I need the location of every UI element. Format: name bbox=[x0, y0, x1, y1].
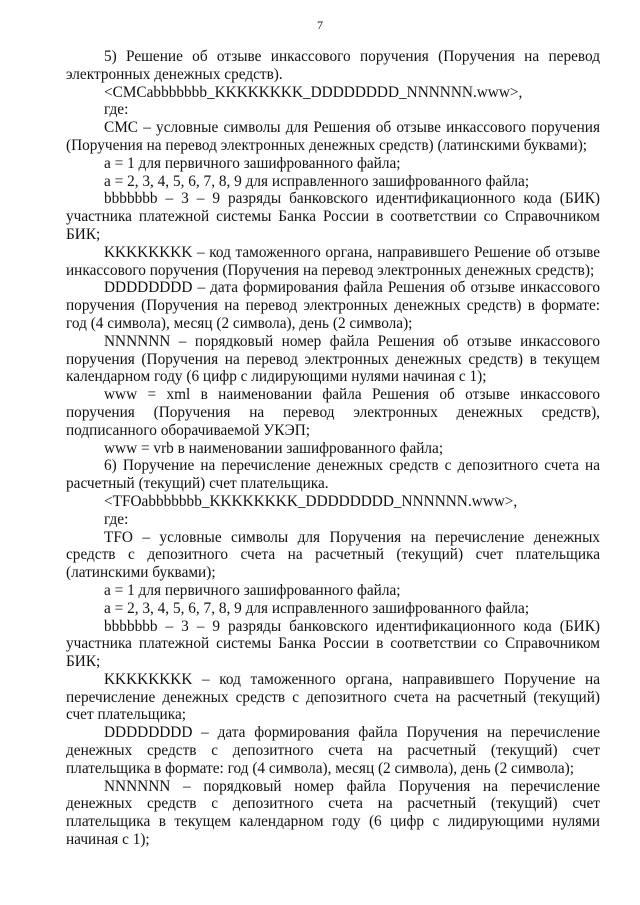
definition-customs-code: KKKKKKKK – код таможенного органа, направившего Поручение на перечисление денежных средств с депозитного счета на расчетный (текущий) счет плательщика; bbox=[66, 670, 600, 724]
definition-bik: bbbbbbb – 3 – 9 разряды банковского идентификационного кода (БИК) участника платежной системы Банка России в соответствии со Справочником БИК; bbox=[66, 190, 600, 243]
definition-sequence-number: NNNNNN – порядковый номер файла Решения об отзыве инкассового поручения (Поручения на перевод электронных денежных средств) в текущем календарном году (6 цифр с лидирующими нулями начиная с 1); bbox=[66, 332, 600, 386]
where-label: где: bbox=[104, 510, 129, 528]
page-number: 7 bbox=[317, 18, 323, 32]
definition-www-xml: www = xml в наименовании файла Решения об отзыве инкассового поручения (Поручения на перевод электронных денежных средств), подписанного оборачиваемой УКЭП; bbox=[66, 386, 600, 439]
section-5-heading: 5) Решение об отзыве инкассового поручения (Поручения на перевод электронных денежных средств). bbox=[66, 48, 600, 83]
file-name-pattern-tfo: <TFOabbbbbbb_KKKKKKKK_DDDDDDDD_NNNNNN.www>, bbox=[104, 492, 518, 510]
definition-www-vrb: www = vrb в наименовании зашифрованного файла; bbox=[104, 439, 444, 457]
definition-bik: bbbbbbb – 3 – 9 разряды банковского идентификационного кода (БИК) участника платежной системы Банка России в соответствии со Справочником БИК; bbox=[66, 617, 600, 671]
definition-sequence-number: NNNNNN – порядковый номер файла Поручения на перечисление денежных средств с депозитного счета на расчетный (текущий) счет плательщика в текущем календарном году (6 цифр с лидирующими нулями начиная с 1); bbox=[66, 777, 600, 849]
definition-a-corrected: a = 2, 3, 4, 5, 6, 7, 8, 9 для исправленного зашифрованного файла; bbox=[104, 172, 530, 190]
definition-date: DDDDDDDD – дата формирования файла Поручения на перечисление денежных средств с депозитного счета на расчетный (текущий) счет плательщика в формате: год (4 символа), месяц (2 символа), день (2 символа); bbox=[66, 724, 600, 777]
file-name-pattern-cmc: <CMCabbbbbbb_KKKKKKKK_DDDDDDDD_NNNNNN.www>, bbox=[104, 83, 523, 101]
where-label: где: bbox=[104, 101, 129, 119]
definition-tfo: TFO – условные символы для Поручения на перечисление денежных средств с депозитного счета на расчетный (текущий) счет плательщика (латинскими буквами); bbox=[66, 528, 600, 582]
definition-a-primary: a = 1 для первичного зашифрованного файла; bbox=[104, 154, 401, 172]
section-6-heading: 6) Поручение на перечисление денежных средств с депозитного счета на расчетный (текущий) счет плательщика. bbox=[66, 457, 600, 493]
definition-a-primary: a = 1 для первичного зашифрованного файла; bbox=[104, 581, 401, 599]
document-body bbox=[66, 48, 600, 849]
definition-a-corrected: a = 2, 3, 4, 5, 6, 7, 8, 9 для исправленного зашифрованного файла; bbox=[104, 599, 530, 617]
definition-date: DDDDDDDD – дата формирования файла Решения об отзыве инкассового поручения (Поручения на перевод электронных денежных средств) в формате: год (4 символа), месяц (2 символа), день (2 символа); bbox=[66, 279, 600, 332]
definition-cmc: CMC – условные символы для Решения об отзыве инкассового поручения (Поручения на перевод электронных денежных средств) (латинскими буквами); bbox=[66, 119, 600, 154]
definition-customs-code: KKKKKKKK – код таможенного органа, направившего Решение об отзыве инкассового поручения (Поручения на перевод электронных денежных средств); bbox=[66, 243, 600, 279]
